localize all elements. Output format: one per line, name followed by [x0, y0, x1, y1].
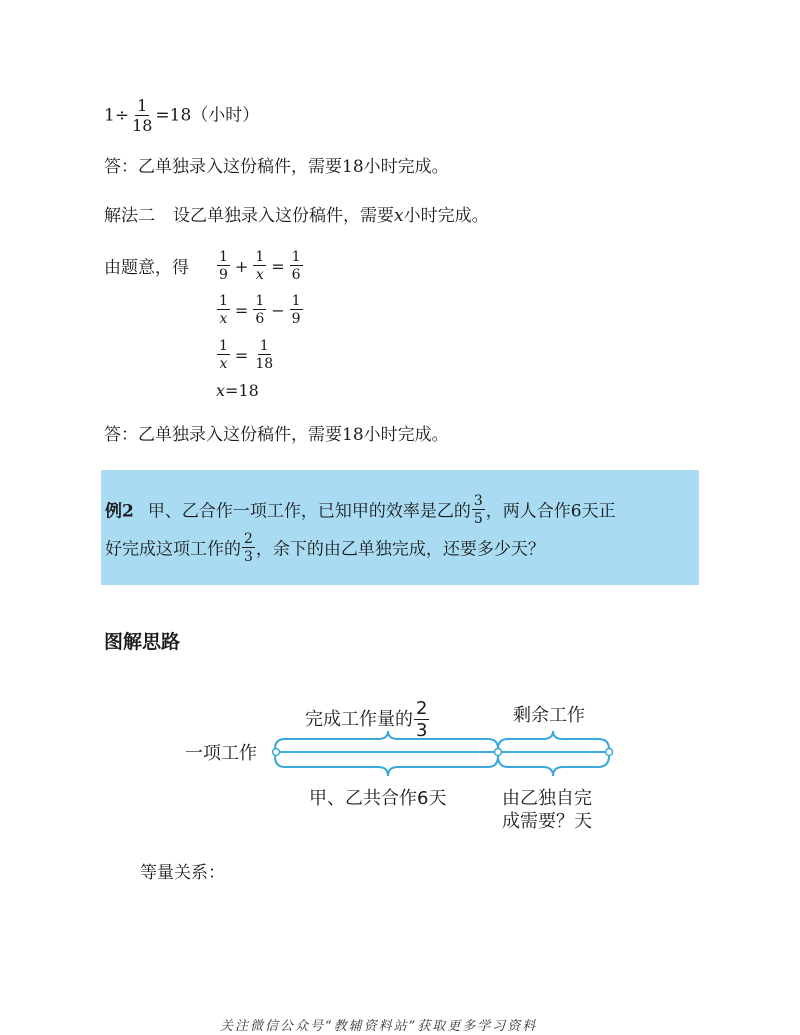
fraction-two-thirds: $\frac{2}{3}$ — [416, 698, 428, 741]
diagram-bottom-right-label-2: 成需要？天 — [502, 811, 592, 832]
example-line-1: 例2 甲、乙合作一项工作，已知甲的效率是乙的 $\frac{3}{5}$ ，两人合作6天正 — [105, 493, 616, 527]
method-two-line: 解法二 设乙单独录入这份稿件，需要x小时完成。 — [104, 206, 489, 226]
fraction-two-thirds: $\frac{2}{3}$ — [244, 531, 253, 565]
equation-3: $\frac{1}{x}$ = $\frac{1}{18}$ — [219, 338, 274, 372]
calc-lead: 1÷ — [104, 105, 130, 126]
method-two-label: 解法二 — [104, 206, 155, 226]
equation-1: $\frac{1}{9}$ + $\frac{1}{x}$ = $\frac{1}{6}$ — [219, 249, 301, 283]
footer-watermark: 关注微信公众号“教辅资料站”获取更多学习资料 — [220, 1019, 538, 1034]
bottom-right-brace — [498, 756, 609, 776]
left-endpoint — [273, 749, 280, 756]
diagram-top-right-label: 剩余工作 — [513, 705, 585, 726]
top-right-brace — [498, 731, 609, 749]
right-endpoint — [606, 749, 613, 756]
middle-point — [495, 749, 502, 756]
diagram-bottom-left-label: 甲、乙共合作6天 — [309, 788, 447, 809]
answer-line-2: 答：乙单独录入这份稿件，需要18小时完成。 — [104, 425, 449, 445]
top-left-brace — [275, 731, 498, 749]
equation-2: $\frac{1}{x}$ = $\frac{1}{6}$ − $\frac{1}{9}$ — [219, 293, 301, 327]
bottom-left-brace — [275, 756, 498, 776]
equation-4: x=18 — [216, 381, 259, 400]
calc-tail: =18（小时） — [155, 105, 260, 126]
equation-lead: 由题意，得 — [104, 258, 189, 278]
diagram-left-label: 一项工作 — [185, 743, 257, 764]
diagram-bottom-right-label-1: 由乙独自完 — [502, 788, 592, 809]
fraction: $\frac{1}{18}$ — [132, 96, 153, 135]
example-label: 例2 — [105, 501, 134, 522]
example-line-2: 好完成这项工作的 $\frac{2}{3}$ ，余下的由乙单独完成，还要多少天？ — [105, 531, 545, 565]
answer-line-1: 答：乙单独录入这份稿件，需要18小时完成。 — [104, 157, 449, 177]
diagram-top-left-label: 完成工作量的 $\frac{2}{3}$ — [305, 698, 428, 741]
fraction-three-fifths: $\frac{3}{5}$ — [473, 493, 483, 527]
relation-label: 等量关系： — [140, 863, 225, 883]
section-heading: 图解思路 — [104, 631, 181, 653]
